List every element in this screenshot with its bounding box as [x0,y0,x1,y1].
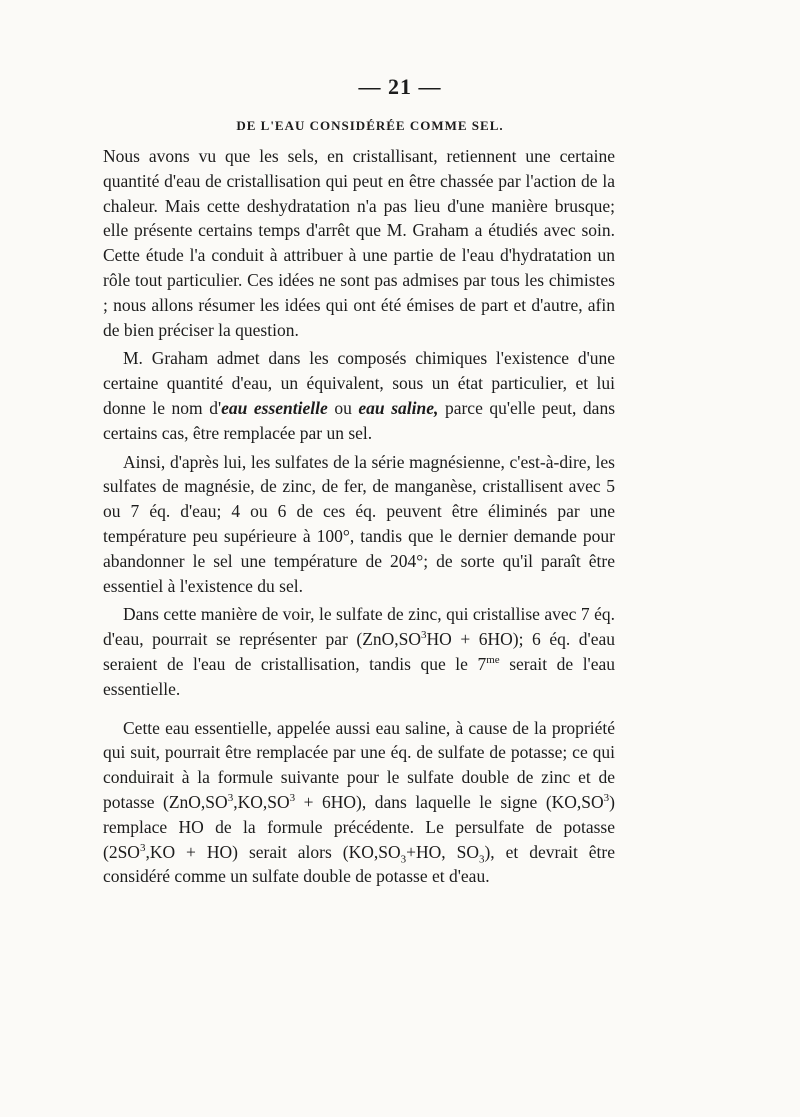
p5-text-a: Cette eau essentielle, appelée aussi eau saline, à cause de la propriété qui suit, pourrait être remplacée par une éq. de sulfate de potasse; ce qui conduirait à la formule suivante pour le sulfate double de zinc et de potasse (ZnO,SO [103,717,615,812]
paragraph-1: Nous avons vu que les sels, en cristallisant, retiennent une certaine quantité d'eau de cristallisation qui peut en être chassée par l'action de la chaleur. Mais cette deshydratation n'a pas lieu d'une manière brusque; elle présente certains temps d'arrêt que M. Graham a étudiés avec soin. Cette étude l'a conduit à attribuer à une partie de l'eau d'hydratation un rôle tout particulier. Ces idées ne sont pas admises par tous les chimistes ; nous allons résumer les idées qui ont été émises de part et d'autre, afin de bien préciser la question. [103,146,615,340]
superscript: me [486,654,500,667]
p5-text-e: ,KO + HO) serait alors (KO,SO [145,841,401,862]
paragraph-5 [103,716,615,890]
paragraph-2 [103,346,615,445]
page-number: — 21 — [358,74,442,99]
superscript: 3 [289,792,296,805]
p2-text-a: M. Graham admet dans les composés chimiques l'existence d'une certaine quantité d'eau, un équivalent, sous un état particulier, et lui donne le nom d' [103,348,615,418]
p5-text-f: +HO, SO [406,841,479,862]
p5-text-g: ), et devrait être considéré comme un sulfate double de potasse et d'eau. [103,841,615,887]
term-eau-essentielle: eau essentielle [221,397,328,418]
p2-text-c: parce qu'elle peut, dans certains cas, être remplacée par un sel. [103,397,616,443]
superscript: 3 [227,792,234,805]
paragraph-3: Ainsi, d'après lui, les sulfates de la série magnésienne, c'est-à-dire, les sulfates de magnésie, de zinc, de fer, de manganèse, cristallisent avec 5 ou 7 éq. d'eau; 4 ou 6 de ces éq. peuvent être éliminés par une température peu supérieure à 100°, tandis que le dernier demande pour abandonner le sel une température de 204°; de sorte qu'il paraît être essentiel à l'existence du sel. [103,451,615,596]
running-title: DE L'EAU CONSIDÉRÉE COMME SEL. [236,118,504,133]
superscript: 3 [603,792,610,805]
p4-text-b: HO + 6HO); 6 éq. d'eau seraient de l'eau de cristallisation, tandis que le 7 [103,629,615,674]
subscript: 3 [478,853,485,866]
p5-text-b: ,KO,SO [233,791,290,812]
p2-text-b: ou [327,397,359,418]
body-text [103,144,615,889]
p4-text-a: Dans cette manière de voir, le sulfate de zinc, qui cristallise avec 7 éq. d'eau, pourrait se représenter par (ZnO,SO [103,604,615,650]
p4-text-c: serait de l'eau essentielle. [103,653,615,699]
p5-text-c: + 6HO), dans laquelle le signe (KO,SO [295,791,604,812]
paragraph-4 [103,602,615,701]
subscript: 3 [400,853,407,866]
superscript: 3 [421,629,427,642]
superscript: 3 [139,841,146,854]
term-eau-saline: eau saline, [358,397,439,418]
p5-text-d: ) remplace HO de la formule précédente. Le persulfate de potasse (2SO [103,791,615,862]
